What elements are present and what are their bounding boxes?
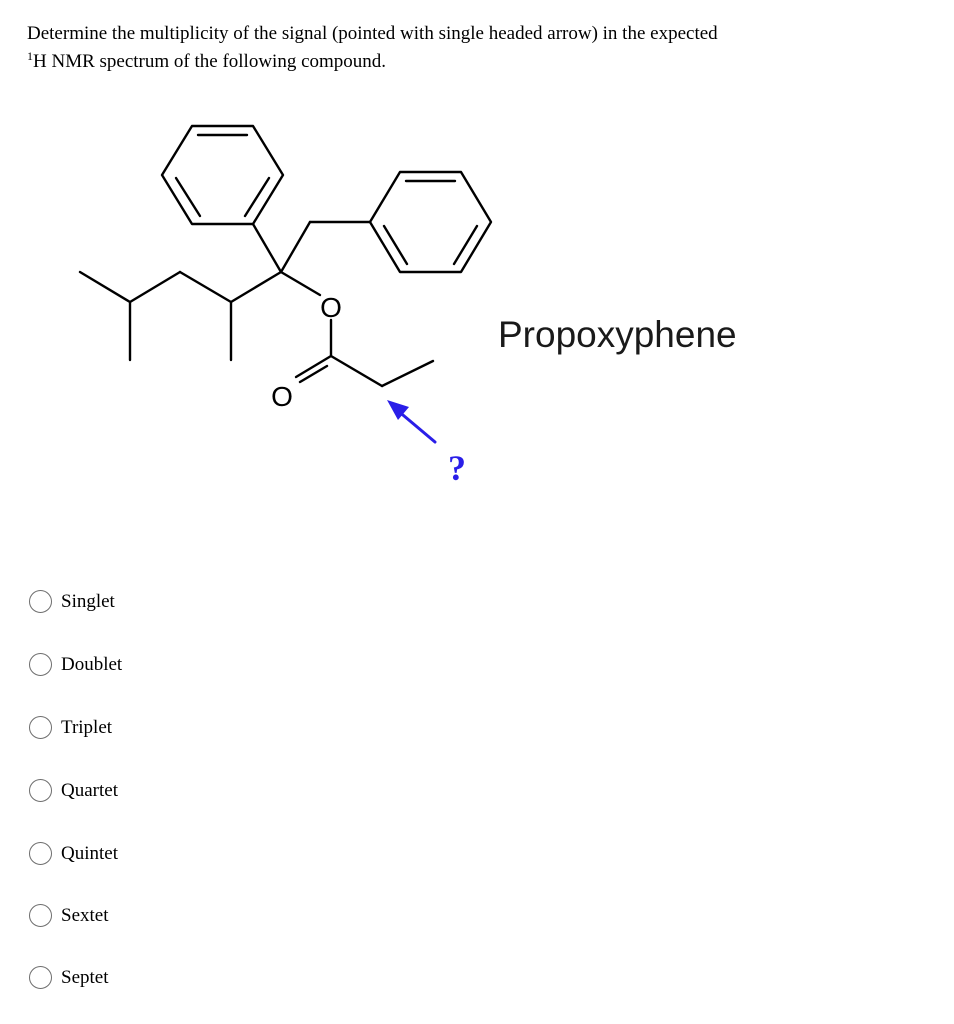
option-quartet[interactable]: [29, 779, 118, 802]
option-label: Septet: [61, 966, 109, 988]
nmr-superscript: 1: [27, 49, 33, 63]
radio-button[interactable]: [29, 716, 52, 739]
option-septet[interactable]: [29, 966, 109, 989]
carbonyl-oxygen-label: O: [271, 381, 293, 412]
option-triplet[interactable]: [29, 716, 112, 739]
phenyl-ring-2: [370, 172, 491, 272]
compound-name: Propoxyphene: [498, 314, 737, 355]
radio-button[interactable]: [29, 966, 52, 989]
ester-oxygen-label: O: [320, 292, 342, 323]
skeletal-bonds: [80, 126, 491, 386]
option-label: Sextet: [61, 904, 109, 926]
radio-button[interactable]: [29, 904, 52, 927]
option-quintet[interactable]: [29, 842, 118, 865]
radio-button[interactable]: [29, 842, 52, 865]
question-line2: H NMR spectrum of the following compound.: [33, 51, 387, 72]
radio-button[interactable]: [29, 653, 52, 676]
signal-arrow: [387, 400, 435, 442]
option-label: Singlet: [61, 590, 115, 612]
phenyl-ring-1: [162, 126, 283, 224]
question-line1: Determine the multiplicity of the signal (pointed with single headed arrow) in the expected: [27, 23, 718, 44]
option-singlet[interactable]: [29, 590, 115, 613]
question-mark-label: ?: [448, 448, 466, 488]
option-label: Quintet: [61, 842, 118, 864]
option-sextet[interactable]: [29, 904, 109, 927]
option-doublet[interactable]: [29, 653, 122, 676]
radio-button[interactable]: [29, 590, 52, 613]
radio-button[interactable]: [29, 779, 52, 802]
option-label: Quartet: [61, 779, 118, 801]
option-label: Doublet: [61, 653, 123, 675]
option-label: Triplet: [61, 716, 113, 738]
